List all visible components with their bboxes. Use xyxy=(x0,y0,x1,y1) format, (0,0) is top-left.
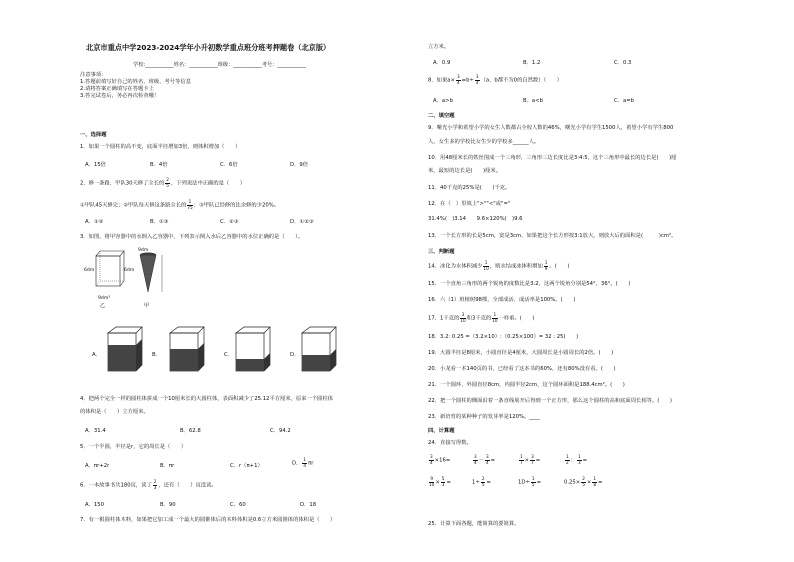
q5-option-d: D． $\frac{1}{4}$ πr xyxy=(292,457,314,468)
q7-option-a: A．0.9 xyxy=(433,60,451,66)
notice-item: 3.答完试卷后，务必再次检查哦！ xyxy=(80,93,160,99)
question-13: 13．一个长方形的长是5cm，宽是3cm，如果把这个长方形按3:1放大，则放大后的面积是( )cm²。 xyxy=(428,233,677,239)
q3-height-label: 6dm xyxy=(84,268,95,273)
question-25: 25．计算下面各题，能简算的要简算。 xyxy=(428,521,520,527)
fraction: $\frac{1}{7}$ xyxy=(520,454,523,465)
fraction: $\frac{2}{5}$ xyxy=(582,476,585,487)
question-9b: 人，女生多的学校比女生少的学校多______人。 xyxy=(428,139,540,145)
notice-item: 1.答题前填写好自己的姓名、班级、考号等信息 xyxy=(80,79,191,85)
student-info-line: 学校:___________姓名：___________班级：___________考号：___________ xyxy=(133,62,306,68)
q3-option-d-figure xyxy=(300,325,340,373)
question-17: 17．1千克的 $\frac{3}{10}$ 和3千克的 $\frac{1}{10}$ 一样重。( ) xyxy=(428,312,535,323)
calc-item: $\frac{3}{4}$ － $\frac{3}{4}$ = xyxy=(474,454,496,465)
q2-option-c: C．②③ xyxy=(220,219,239,225)
fraction: $\frac{1}{10}$ xyxy=(483,260,489,271)
q3-option-d: D． xyxy=(290,352,300,358)
notice-item: 2.请将答案正确填写在答题卡上 xyxy=(80,86,154,92)
q6-option-b: B．90 xyxy=(160,502,176,508)
section-judge: 三、判断题 xyxy=(428,249,455,255)
fraction: $\frac{1}{10}$ xyxy=(492,312,498,323)
q8-option-c: C．a=b xyxy=(614,98,635,104)
fraction: $\frac{1}{4}$ xyxy=(303,457,307,468)
question-16: 16．六（1）班植树98棵，全部成活，成活率是100%。( ) xyxy=(428,297,576,303)
question-6: 6．一本故事书共180页，读了 $\frac{2}{3}$ ，还有（ ）页没读。 xyxy=(80,479,217,490)
fraction: $\frac{3}{10}$ xyxy=(460,312,466,323)
q4-option-c: C．94.2 xyxy=(270,428,291,434)
question-1: 1．如果一个圆柱的高不变，底面半径增加3倍，则体积增加（ ） xyxy=(80,144,241,150)
question-20: 20．小龙看一本140页的书，已经看了这本书的60%，还有80%没有看。( ) xyxy=(428,366,616,372)
q3-label-jia: 甲 xyxy=(144,303,150,309)
question-9a: 9．曙光小学和希望小学的女生人数都占全校人数的46%，曙光小学有学生1500人，希望小学有学生800 xyxy=(428,125,674,131)
calc-item: 0.25× $\frac{2}{5}$ × $\frac{1}{8}$ = xyxy=(564,476,603,487)
q4-option-a: A．31.4 xyxy=(85,428,106,434)
question-4a: 4．把两个完全一样的圆柱体拼成一个10厘米长的大圆柱体，表面积减少了25.12平方厘米，原来一个圆柱体 xyxy=(80,396,334,402)
question-12b: 31.4%( )3.14 9.6×120%( )9.6 xyxy=(428,216,523,222)
q4-option-b: B．62.8 xyxy=(180,428,201,434)
fraction: $\frac{9}{10}$ xyxy=(429,476,435,487)
q3-cone-area-label: 9dm xyxy=(138,248,149,253)
q1-option-c: C．6倍 xyxy=(220,162,238,168)
q1-option-b: B．4倍 xyxy=(150,162,168,168)
q5-option-b: B．πr xyxy=(160,463,175,469)
question-2 xyxy=(80,178,245,188)
question-22: 22．把一个圆柱的侧面沿着一条直线展开后得到一个正方形，那么这个圆柱的高和底面周长相等。( ) xyxy=(428,398,672,404)
calc-item: $\frac{3}{4}$ ×16= xyxy=(430,454,451,465)
fraction: $\frac{1}{5}$ xyxy=(531,476,535,487)
question-8: 8．如果a× $\frac{3}{4}$ =b÷ $\frac{3}{4}$ （a、b都不为0的自然数）（ ） xyxy=(428,74,563,85)
fraction: $\frac{1}{75}$ xyxy=(187,199,193,210)
notice-heading: 注意事项： xyxy=(80,72,107,78)
q3-base-area-label: 9dm² xyxy=(98,296,111,301)
page-title: 北京市重点中学2023-2024学年小升初数学重点班分班考押题卷（北京版） xyxy=(86,43,331,52)
q5-option-c: C．r（π+1） xyxy=(230,463,263,469)
question-21: 21．一个圆环，外圆直径8cm，内圆半径2cm，这个圆环面积是188.4cm²。( ) xyxy=(428,382,625,388)
calc-item: $\frac{1}{7}$ × $\frac{3}{7}$ = xyxy=(520,454,541,465)
q6-option-c: C．60 xyxy=(230,502,246,508)
q3-option-b: B． xyxy=(152,352,161,358)
question-7: 7．有一根圆柱体木料，如果把它加工成一个最大的圆锥体后的木料体积是0.6立方米圆锥体的体积是（ ） xyxy=(80,517,336,523)
section-calc: 四、计算题 xyxy=(428,428,455,434)
question-5: 5．一个半圆，半径是r，它的周长是（ ） xyxy=(80,444,187,450)
q7-tail: 立方米。 xyxy=(428,44,450,50)
calc-item: 1D÷ $\frac{1}{5}$ = xyxy=(518,476,542,487)
question-11: 11．40千克的25%是( )千克。 xyxy=(428,185,511,191)
fraction: $\frac{1}{9}$ xyxy=(544,260,548,271)
fraction: $\frac{3}{4}$ xyxy=(430,454,433,465)
question-23: 23．新培育的某种种子的发芽率是120%。____ xyxy=(428,414,540,420)
question-12a: 12．在（ ）里填上">""<"或"=" xyxy=(428,201,511,207)
question-14: 14．冰化为水体积减少 $\frac{1}{10}$ ，则水结成冰体积增加 $\frac{1}{9}$ 。( ) xyxy=(428,260,570,271)
q3-label-yi: 乙 xyxy=(100,303,106,309)
q1-option-a: A．15倍 xyxy=(85,162,106,168)
fraction: $\frac{2}{5}$ xyxy=(481,476,485,487)
fraction: $\frac{3}{4}$ xyxy=(456,74,460,85)
q7-option-b: B．1.2 xyxy=(523,60,541,66)
q1-option-d: D．9倍 xyxy=(290,162,309,168)
q3-option-b-figure xyxy=(168,325,208,373)
question-4b: 的体积是（ ）立方厘米。 xyxy=(80,409,149,415)
fraction: $\frac{1}{2}$ xyxy=(566,454,569,465)
q6-option-d: D．18 xyxy=(300,502,317,508)
calc-item: $\frac{9}{10}$ × $\frac{5}{3}$ = xyxy=(429,476,451,487)
q5-option-a: A．πr+2r xyxy=(85,463,110,469)
q3-option-c: C． xyxy=(224,352,233,358)
fraction: $\frac{3}{4}$ xyxy=(475,74,479,85)
calc-item: $\frac{1}{2}$ ： $\frac{1}{3}$ = xyxy=(566,454,588,465)
q6-option-a: A．150 xyxy=(85,502,105,508)
question-18: 18．3.2: 0.25 =（3.2×10）:（0.25×100）= 32 : 25( ) xyxy=(428,334,579,340)
q2-text-a: 2．修一条路，甲队30天修了全长的 xyxy=(80,180,165,187)
q3-option-c-figure xyxy=(234,325,274,373)
q2-option-a: A．①② xyxy=(85,219,104,225)
q2-option-d: D．①②③ xyxy=(290,219,314,225)
question-19: 19．大圆半径是8厘米，小圆直径是4厘米，大圆周长是小圆周长的2倍。( ) xyxy=(428,350,614,356)
fraction: $\frac{2}{3}$ xyxy=(153,479,157,490)
q8-option-a: A．a>b xyxy=(433,98,453,104)
q7-option-c: C．0.3 xyxy=(614,60,632,66)
q3-cone-height-label: 6dm xyxy=(124,268,135,273)
section-fill: 二、填空题 xyxy=(428,113,455,119)
fraction: $\frac{5}{3}$ xyxy=(441,476,445,487)
q3-option-a: A． xyxy=(92,352,101,358)
q3-option-a-figure xyxy=(106,325,146,373)
fraction: $\frac{2}{5}$ xyxy=(166,177,169,188)
question-3: 3．如图，将甲容器中的水倒入乙容器中，下列表示倒入水后乙容器中的水位正确的是（ ）。 xyxy=(80,234,304,240)
fraction: $\frac{3}{7}$ xyxy=(531,454,534,465)
question-10b: 米，最短的边长是( )厘米。 xyxy=(428,168,501,174)
fraction: $\frac{1}{3}$ xyxy=(577,454,581,465)
fraction: $\frac{1}{8}$ xyxy=(593,476,597,487)
fraction: $\frac{3}{4}$ xyxy=(474,454,477,465)
question-10a: 10．用48厘米长的铁丝围成一个三角形，三角形三边长度比是3:4:5，这个三角形中最长的边长是( )厘 xyxy=(428,155,677,161)
q2-option-b: B．①③ xyxy=(150,219,169,225)
q8-option-b: B．a<b xyxy=(523,98,543,104)
question-15: 15．一个直角三角形的两个锐角的度数比是3:2，这两个锐角分别是54°，36°。( ) xyxy=(428,281,631,287)
q2-text-b: ，下列说法中正确的是（ ） xyxy=(170,180,246,187)
question-24: 24．直接写得数。 xyxy=(428,440,472,446)
q2-statements: ①甲队45天修完；②甲队每天修这条路全长的 $\frac{1}{75}$ ；③甲队已经修的比余修的少20%。 xyxy=(80,199,280,210)
fraction: $\frac{3}{4}$ xyxy=(485,454,489,465)
calc-item: 1÷ $\frac{2}{5}$ = xyxy=(472,476,491,487)
section-choice: 一、选择题 xyxy=(80,132,107,138)
